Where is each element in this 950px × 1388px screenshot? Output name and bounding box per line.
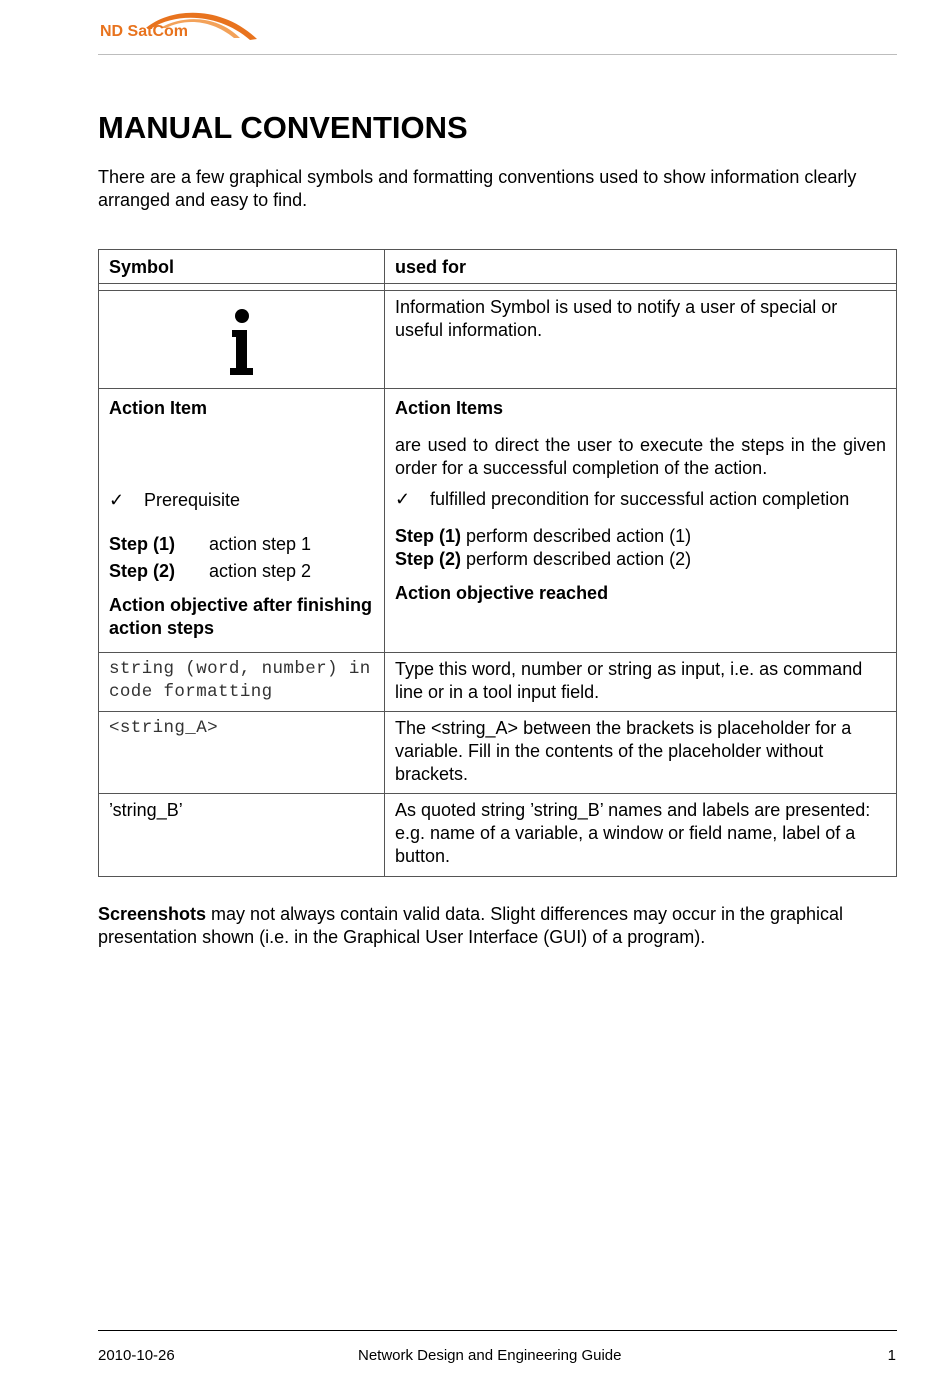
placeholder-description: The <string_A> between the brackets is placeholder for a variable. Fill in the contents of the placeholder without brackets.: [385, 712, 897, 794]
footer-title: Network Design and Engineering Guide: [358, 1347, 622, 1364]
screenshots-note: [98, 903, 903, 949]
step1-desc-line: [395, 525, 886, 548]
step2-line: [109, 560, 374, 583]
info-symbol-cell: [99, 291, 385, 389]
table-row: [99, 653, 897, 712]
action-description-cell: [385, 389, 897, 653]
objective-label: Action objective after finishing action steps: [109, 595, 373, 638]
conventions-table: [98, 249, 897, 877]
footer-rule: [98, 1330, 897, 1331]
info-description: Information Symbol is used to notify a user of special or useful information.: [385, 291, 897, 389]
step1-label: Step (1): [109, 534, 176, 554]
info-icon: [227, 308, 257, 376]
table-row: [99, 712, 897, 794]
action-item-label: Action Item: [109, 398, 208, 418]
step2-desc: perform described action (2): [466, 549, 692, 569]
prerequisite-line: [109, 489, 374, 512]
code-description: Type this word, number or string as input, i.e. as command line or in a tool input field.: [385, 653, 897, 712]
nd-satcom-logo: [100, 6, 260, 46]
placeholder-symbol: <string_A>: [99, 712, 385, 794]
checkmark-icon: ✓: [109, 490, 125, 510]
col-symbol-header: Symbol: [99, 250, 385, 284]
note-text: may not always contain valid data. Slight differences may occur in the graphical presentation shown (i.e. in the Graphical User Interface (GUI) of a program).: [98, 904, 844, 947]
objective-desc: Action objective reached: [395, 583, 609, 603]
quoted-description: As quoted string ’string_B’ names and labels are presented: e.g. name of a variable, a window or field name, label of a button.: [385, 794, 897, 877]
table-row: [99, 291, 897, 389]
table-header-row: [99, 250, 897, 284]
step1-line: [109, 533, 374, 556]
checkmark-icon: ✓: [395, 489, 411, 509]
note-bold: Screenshots: [98, 904, 207, 924]
table-row: [99, 794, 897, 877]
footer-page-number: 1: [887, 1347, 896, 1364]
step1-desc-label: Step (1): [395, 526, 462, 546]
prerequisite-desc: fulfilled precondition for successful action completion: [430, 489, 850, 509]
action-items-heading: Action Items: [395, 398, 504, 418]
step2-desc-label: Step (2): [395, 549, 462, 569]
intro-paragraph: There are a few graphical symbols and formatting conventions used to show information clearly arranged and easy to find.: [98, 167, 857, 210]
action-symbol-cell: [99, 389, 385, 653]
prerequisite-label: Prerequisite: [144, 490, 241, 510]
header-rule: [98, 54, 897, 55]
quoted-symbol: ’string_B’: [99, 794, 385, 877]
footer-date: 2010-10-26: [98, 1347, 175, 1364]
step2-label: Step (2): [109, 561, 176, 581]
step1-desc: perform described action (1): [466, 526, 692, 546]
step1-text: action step 1: [209, 534, 312, 554]
logo-text: ND SatCom: [100, 23, 189, 40]
code-symbol: string (word, number) in code formatting: [99, 653, 385, 712]
action-description: are used to direct the user to execute the steps in the given order for a successful completion of the action.: [395, 435, 886, 478]
col-usedfor-header: used for: [385, 250, 897, 284]
step2-desc-line: [395, 548, 886, 571]
prerequisite-desc-line: [395, 488, 886, 511]
table-gap-row: [99, 284, 897, 291]
page-title: MANUAL CONVENTIONS: [98, 110, 468, 145]
table-row: [99, 389, 897, 653]
step2-text: action step 2: [209, 561, 312, 581]
